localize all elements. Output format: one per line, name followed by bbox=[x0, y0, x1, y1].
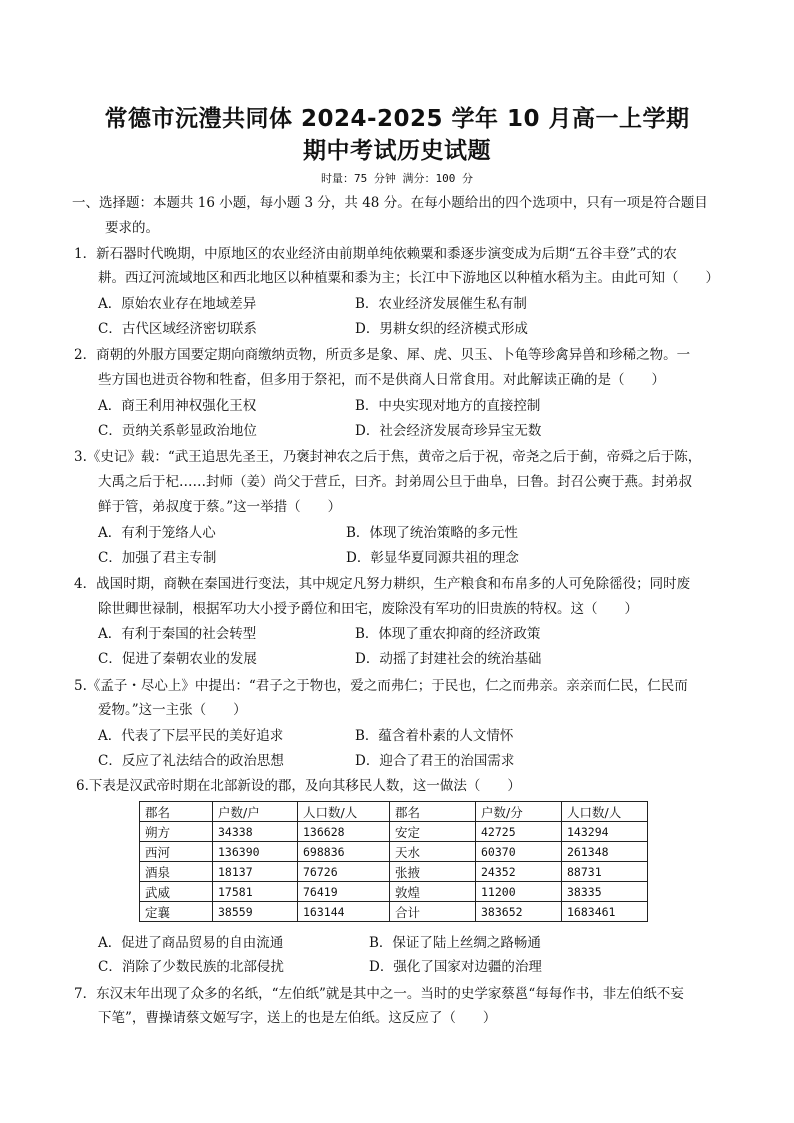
q5-stem-line2: 爱物。”这一主张（ ） bbox=[98, 702, 247, 718]
section-heading-cont: 要求的。 bbox=[105, 220, 159, 236]
table-cell: 天水 bbox=[390, 842, 476, 862]
q1-option-b: B．农业经济发展催生私有制 bbox=[355, 296, 527, 312]
table-cell: 60370 bbox=[476, 842, 562, 862]
exam-title-line2: 期中考试历史试题 bbox=[303, 138, 491, 164]
table-cell: 酒泉 bbox=[140, 862, 213, 882]
q1-option-c: C．古代区域经济密切联系 bbox=[98, 321, 257, 337]
q6-stem: 6.下表是汉武帝时期在北部新设的郡，及向其移民人数，这一做法（ ） bbox=[76, 778, 521, 794]
table-cell: 17581 bbox=[213, 882, 298, 902]
q3-option-a: A．有利于笼络人心 bbox=[98, 525, 216, 541]
table-cell: 敦煌 bbox=[390, 882, 476, 902]
q2-option-a: A．商王利用神权强化王权 bbox=[98, 398, 257, 414]
q1-option-d: D．男耕女织的经济模式形成 bbox=[355, 321, 528, 337]
table-header-cell: 郡名 bbox=[390, 802, 476, 822]
q4-option-c: C．促进了秦朝农业的发展 bbox=[98, 651, 257, 667]
table-cell: 武威 bbox=[140, 882, 213, 902]
q6-option-c: C．消除了少数民族的北部侵扰 bbox=[98, 959, 284, 975]
q6-option-a: A．促进了商品贸易的自由流通 bbox=[98, 935, 284, 951]
table-row bbox=[140, 902, 648, 922]
q7-stem-line2: 下笔”，曹操请蔡文姬写字，送上的也是左伯纸。这反应了（ ） bbox=[98, 1010, 497, 1026]
table-cell: 383652 bbox=[476, 902, 562, 922]
table-cell: 136390 bbox=[213, 842, 298, 862]
q3-stem-line2: 大禹之后于杞……封师（姜）尚父于营丘，曰齐。封弟周公旦于曲阜，曰鲁。封召公奭于燕。封弟叔 bbox=[98, 474, 692, 490]
q2-stem-line2: 些方国也进贡谷物和牲畜，但多用于祭祀，而不是供商人日常食用。对此解读正确的是（ ） bbox=[98, 372, 665, 388]
table-cell: 合计 bbox=[390, 902, 476, 922]
table-cell: 西河 bbox=[140, 842, 213, 862]
table-cell: 163144 bbox=[298, 902, 390, 922]
q5-stem-line1: 5.《孟子・尽心上》中提出：“君子之于物也，爱之而弗仁；于民也，仁之而弗亲。亲亲而仁民，仁民而 bbox=[74, 678, 688, 694]
q5-option-c: C．反应了礼法结合的政治思想 bbox=[98, 753, 284, 769]
table-cell: 24352 bbox=[476, 862, 562, 882]
table-cell: 38559 bbox=[213, 902, 298, 922]
q4-stem-line1: 4．战国时期，商鞅在秦国进行变法，其中规定凡努力耕织，生产粮食和布帛多的人可免除徭役；同时废 bbox=[74, 576, 691, 592]
q2-stem-line1: 2．商朝的外服方国要定期向商缴纳贡物，所贡多是象、犀、虎、贝玉、卜龟等珍禽异兽和珍稀之物。一 bbox=[74, 347, 691, 363]
table-cell: 34338 bbox=[213, 822, 298, 842]
table-header-cell: 户数/分 bbox=[476, 802, 562, 822]
exam-meta: 时量：75 分钟 满分：100 分 bbox=[321, 172, 473, 185]
table-cell: 张掖 bbox=[390, 862, 476, 882]
q1-stem-line1: 1．新石器时代晚期，中原地区的农业经济由前期单纯依赖粟和黍逐步演变成为后期“五谷丰登”式的农 bbox=[74, 246, 677, 262]
q1-stem-line2: 耕。西辽河流域地区和西北地区以种植粟和黍为主；长江中下游地区以种植水稻为主。由此可知（ ） bbox=[98, 270, 719, 286]
section-heading: 一、选择题：本题共 16 小题，每小题 3 分，共 48 分。在每小题给出的四个选项中，只有一项是符合题目 bbox=[72, 195, 708, 211]
q6-option-b: B．保证了陆上丝绸之路畅通 bbox=[369, 935, 541, 951]
q6-option-d: D．强化了国家对边疆的治理 bbox=[369, 959, 542, 975]
q1-option-a: A．原始农业存在地域差异 bbox=[98, 296, 257, 312]
q2-option-c: C．贡纳关系彰显政治地位 bbox=[98, 423, 257, 439]
table-row bbox=[140, 842, 648, 862]
q5-option-b: B．蕴含着朴素的人文情怀 bbox=[355, 728, 514, 744]
table-header-cell: 人口数/人 bbox=[562, 802, 648, 822]
table-row bbox=[140, 862, 648, 882]
q3-option-b: B．体现了统治策略的多元性 bbox=[346, 525, 518, 541]
table-cell: 38335 bbox=[562, 882, 648, 902]
table-cell: 18137 bbox=[213, 862, 298, 882]
table-cell: 安定 bbox=[390, 822, 476, 842]
q5-option-a: A．代表了下层平民的美好追求 bbox=[98, 728, 284, 744]
q3-option-c: C．加强了君主专制 bbox=[98, 550, 217, 566]
table-row bbox=[140, 822, 648, 842]
q2-option-d: D．社会经济发展奇珍异宝无数 bbox=[355, 423, 542, 439]
migration-table bbox=[139, 801, 648, 922]
table-cell: 朔方 bbox=[140, 822, 213, 842]
q3-stem-line3: 鲜于管，弟叔度于蔡。”这一举措（ ） bbox=[98, 499, 342, 515]
q2-option-b: B．中央实现对地方的直接控制 bbox=[355, 398, 541, 414]
table-cell: 88731 bbox=[562, 862, 648, 882]
table-header-cell: 户数/户 bbox=[213, 802, 298, 822]
exam-title-line1: 常德市沅澧共同体 2024-2025 学年 10 月高一上学期 bbox=[104, 106, 690, 132]
table-cell: 11200 bbox=[476, 882, 562, 902]
table-header-cell: 郡名 bbox=[140, 802, 213, 822]
q4-option-b: B．体现了重农抑商的经济政策 bbox=[355, 626, 541, 642]
table-cell: 42725 bbox=[476, 822, 562, 842]
q4-option-d: D．动摇了封建社会的统治基础 bbox=[355, 651, 542, 667]
q4-stem-line2: 除世卿世禄制，根据军功大小授予爵位和田宅，废除没有军功的旧贵族的特权。这（ ） bbox=[98, 601, 638, 617]
q7-stem-line1: 7．东汉末年出现了众多的名纸，“左伯纸”就是其中之一。当时的史学家蔡邕“每每作书，非左伯纸不妄 bbox=[74, 986, 684, 1002]
q3-option-d: D．彰显华夏同源共祖的理念 bbox=[346, 550, 519, 566]
table-cell: 136628 bbox=[298, 822, 390, 842]
table-cell: 定襄 bbox=[140, 902, 213, 922]
table-header-row bbox=[140, 802, 648, 822]
q5-option-d: D．迎合了君王的治国需求 bbox=[355, 753, 515, 769]
table-cell: 76419 bbox=[298, 882, 390, 902]
table-cell: 1683461 bbox=[562, 902, 648, 922]
q4-option-a: A．有利于秦国的社会转型 bbox=[98, 626, 257, 642]
table-cell: 76726 bbox=[298, 862, 390, 882]
table-header-cell: 人口数/人 bbox=[298, 802, 390, 822]
table-row bbox=[140, 882, 648, 902]
table-cell: 143294 bbox=[562, 822, 648, 842]
table-cell: 261348 bbox=[562, 842, 648, 862]
q3-stem-line1: 3.《史记》载：“武王追思先圣王，乃褒封神农之后于焦，黄帝之后于祝，帝尧之后于蓟，帝舜之后于陈， bbox=[74, 449, 702, 465]
table-cell: 698836 bbox=[298, 842, 390, 862]
